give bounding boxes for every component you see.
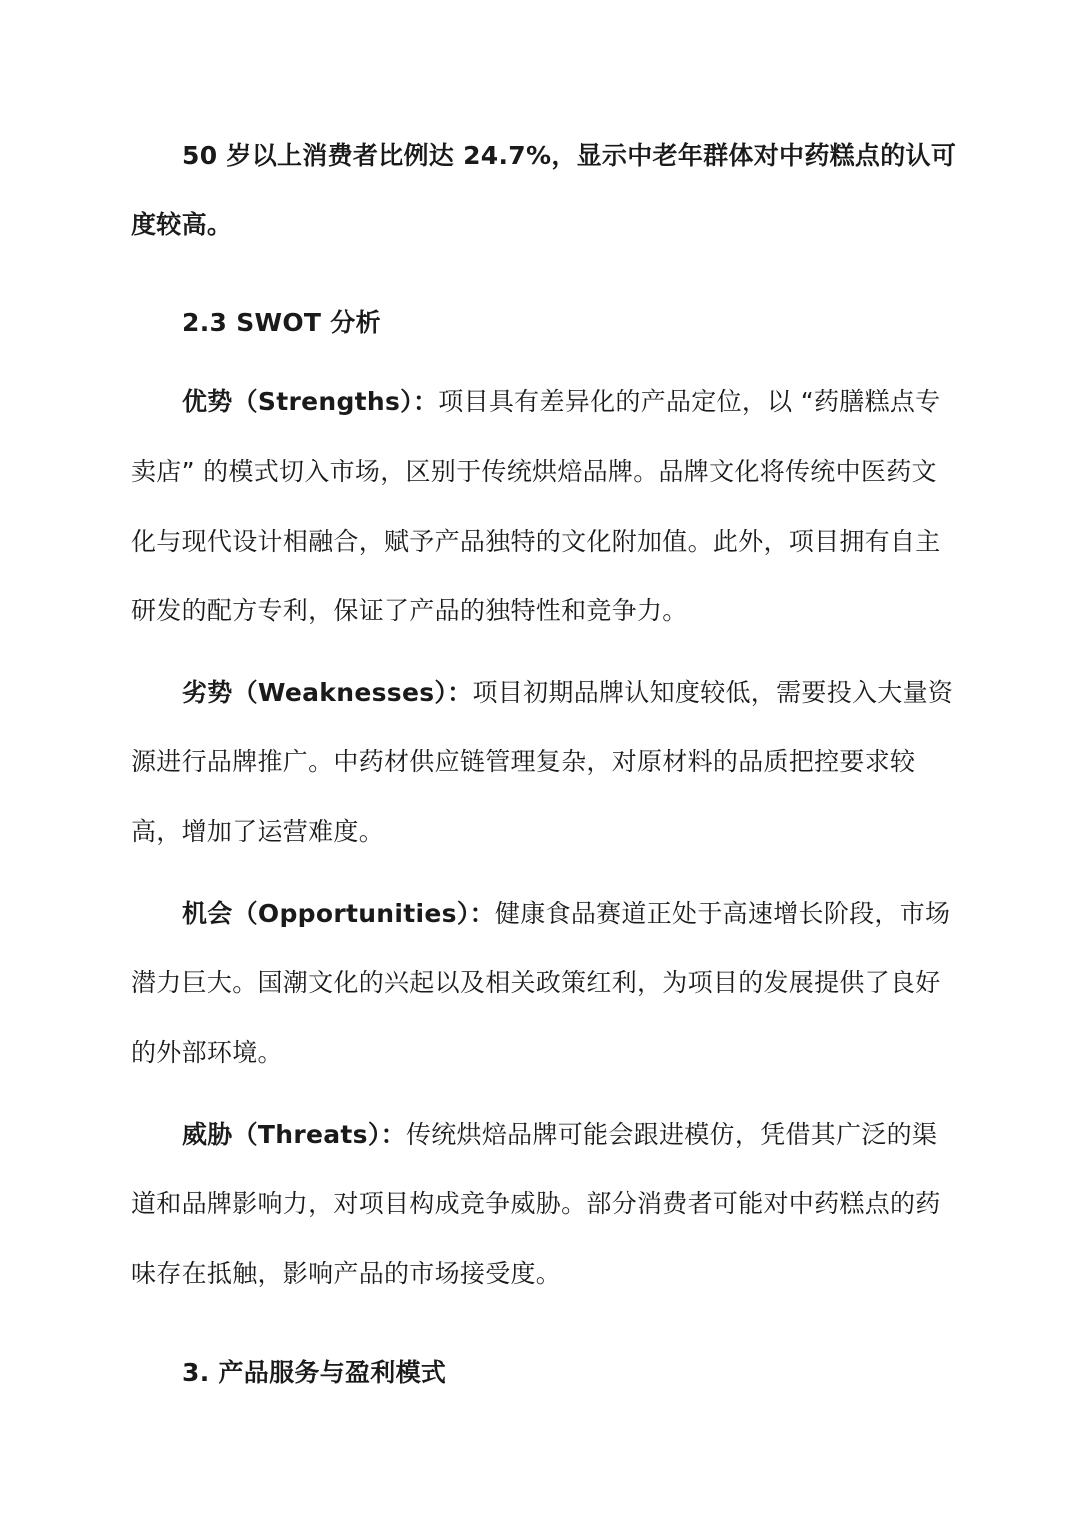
swot-heading: 2.3 SWOT 分析 (182, 308, 381, 337)
strengths-line-1-text: 项目具有差异化的产品定位，以 “药膳糕点专 (438, 387, 941, 416)
section-3-heading: 3. 产品服务与盈利模式 (182, 1358, 447, 1387)
weaknesses-line-1 (182, 676, 1012, 710)
threats-line-3: 味存在抵触，影响产品的市场接受度。 (131, 1259, 562, 1288)
opportunities-line-3: 的外部环境。 (131, 1038, 283, 1067)
weaknesses-lead: 劣势（Weaknesses）： (182, 678, 473, 707)
strengths-line-1 (182, 385, 1012, 419)
threats-line-2: 道和品牌影响力，对项目构成竞争威胁。部分消费者可能对中药糕点的药 (131, 1189, 941, 1218)
threats-line-1-text: 传统烘焙品牌可能会跟进模仿，凭借其广泛的渠 (405, 1120, 938, 1149)
opportunities-line-2: 潜力巨大。国潮文化的兴起以及相关政策红利，为项目的发展提供了良好 (131, 968, 941, 997)
weaknesses-line-3: 高，增加了运营难度。 (131, 817, 385, 846)
threats-lead: 威胁（Threats）： (182, 1120, 406, 1149)
weaknesses-line-2: 源进行品牌推广。中药材供应链管理复杂，对原材料的品质把控要求较 (131, 747, 916, 776)
strengths-line-2: 卖店” 的模式切入市场，区别于传统烘焙品牌。品牌文化将传统中医药文 (131, 457, 937, 486)
opportunities-line-1 (182, 897, 1012, 931)
strengths-line-3: 化与现代设计相融合，赋予产品独特的文化附加值。此外，项目拥有自主 (131, 527, 941, 556)
opportunities-line-1-text: 健康食品赛道正处于高速增长阶段，市场 (494, 899, 951, 928)
age-paragraph-line-2: 度较高。 (131, 210, 233, 239)
strengths-line-4: 研发的配方专利，保证了产品的独特性和竞争力。 (131, 596, 688, 625)
age-paragraph-line-1: 50 岁以上消费者比例达 24.7%，显示中老年群体对中药糕点的认可 (182, 141, 957, 170)
opportunities-lead: 机会（Opportunities）： (182, 899, 495, 928)
weaknesses-line-1-text: 项目初期品牌认知度较低，需要投入大量资 (472, 678, 954, 707)
threats-line-1 (182, 1118, 1012, 1152)
strengths-lead: 优势（Strengths）： (182, 387, 439, 416)
